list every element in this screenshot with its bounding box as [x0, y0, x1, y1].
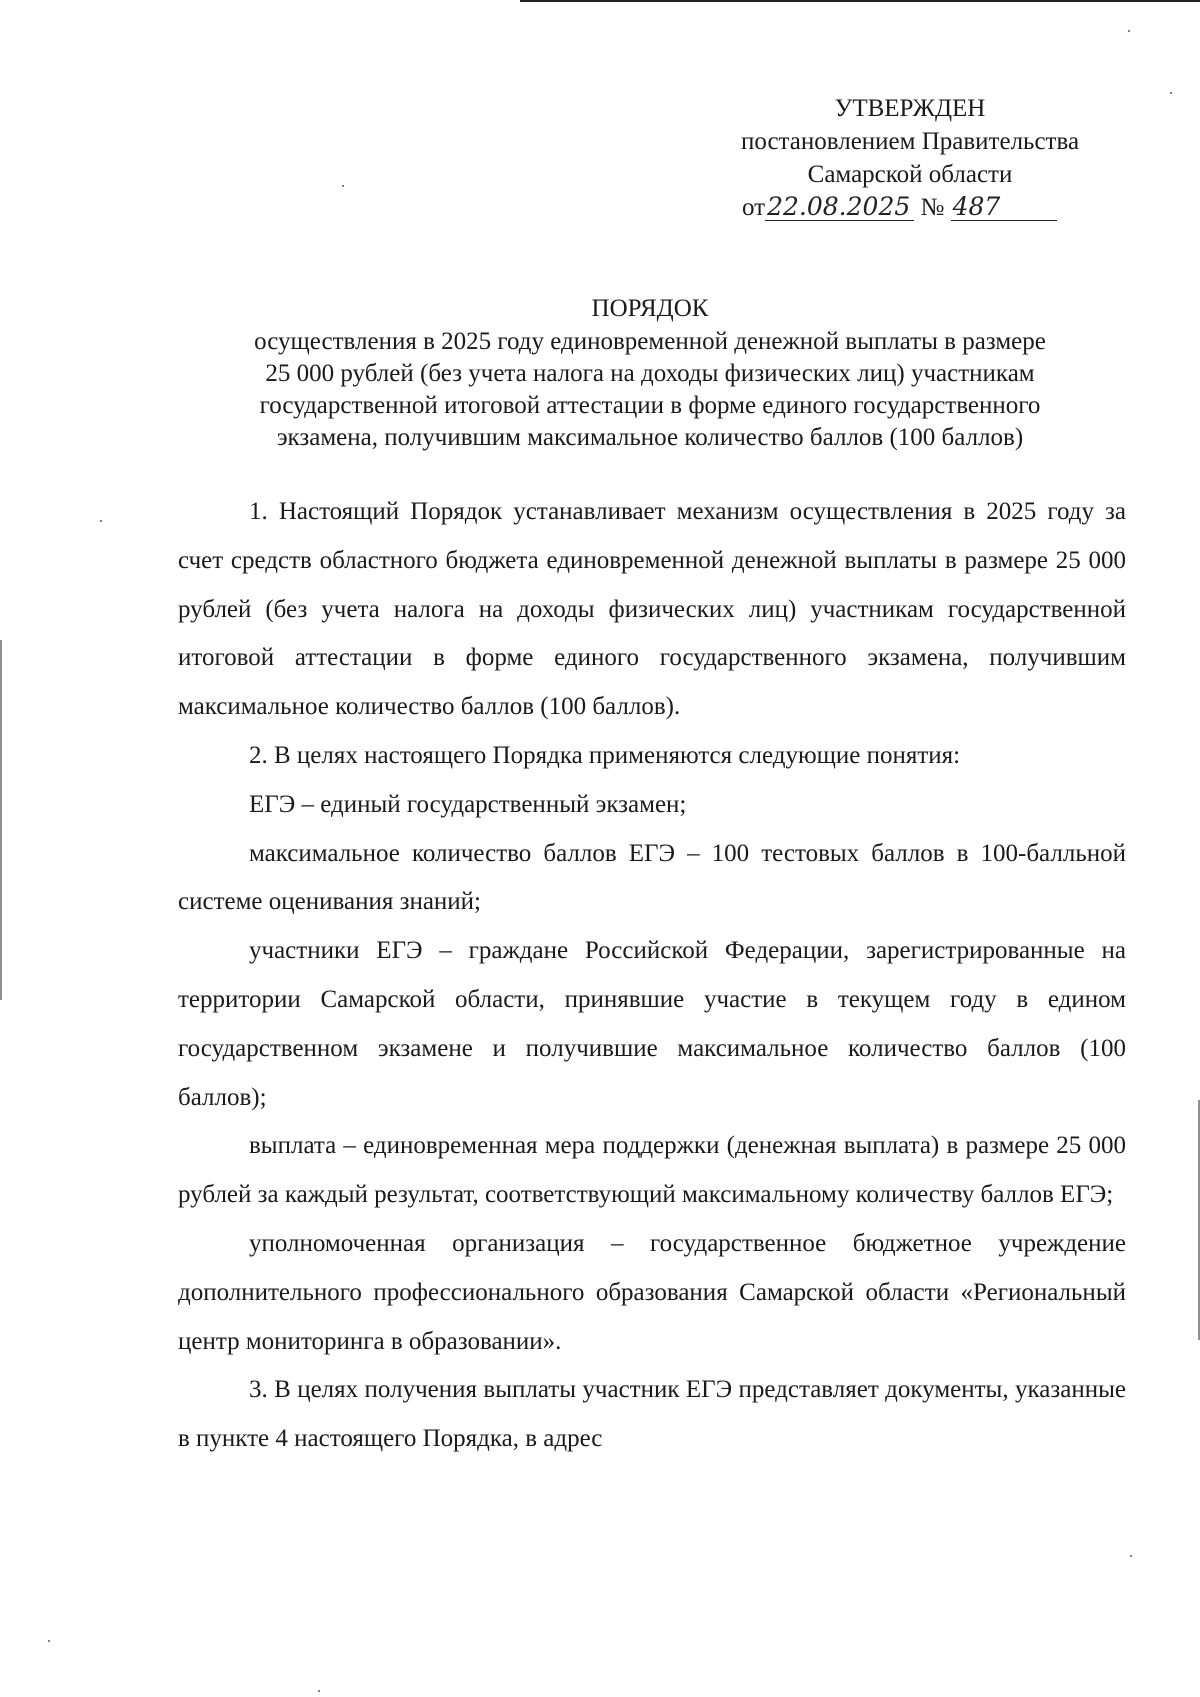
date-prefix: от: [742, 194, 766, 221]
definition-payment: выплата – единовременная мера поддержки (денежная выплата) в размере 25 000 рублей за каждый результат, соответствующий максимальному количеству баллов ЕГЭ;: [178, 1132, 1126, 1209]
definition-ege: ЕГЭ – единый государственный экзамен;: [249, 790, 687, 818]
definition-max-score: максимальное количество баллов ЕГЭ – 100 тестовых баллов в 100-балльной системе оценивания знаний;: [178, 839, 1126, 916]
scan-speck: [318, 1690, 320, 1692]
scan-speck: [100, 520, 102, 522]
handwritten-date: 22.08.2025: [765, 194, 914, 221]
approval-date-number: [700, 191, 1120, 224]
approval-authority: постановлением Правительства: [740, 128, 1080, 155]
paragraph-3: 3. В целях получения выплаты участник ЕГЭ представляет документы, указанные в пункте 4 настоящего Порядка, в адрес: [178, 1376, 1126, 1453]
subtitle-line: государственной итоговой аттестации в форме единого государственного: [259, 392, 1041, 419]
approval-region: Самарской области: [807, 161, 1013, 188]
subtitle-line: экзамена, получившим максимальное количество баллов (100 баллов): [276, 424, 1024, 451]
scan-speck: [342, 185, 344, 187]
paragraph-2: 2. В целях настоящего Порядка применяются следующие понятия:: [249, 741, 961, 769]
approval-heading: УТВЕРЖДЕН: [834, 95, 986, 122]
scan-speck: [48, 1640, 50, 1642]
scan-speck: [1170, 92, 1172, 94]
approval-block: [700, 92, 1120, 224]
number-prefix: №: [920, 194, 945, 221]
document-subtitle: [190, 326, 1110, 454]
scan-speck: [1130, 1555, 1132, 1557]
scan-speck: [1128, 30, 1130, 32]
handwritten-number: 487: [951, 194, 1057, 221]
document-title: ПОРЯДОК: [591, 295, 709, 322]
scan-edge-left: [0, 640, 2, 1000]
definition-organization: уполномоченная организация – государственное бюджетное учреждение дополнительного профессионального образования Самарской области «Региональный центр мониторинга в образовании».: [178, 1229, 1126, 1355]
paragraph-1: 1. Настоящий Порядок устанавливает механизм осуществления в 2025 году за счет средств областного бюджета единовременной денежной выплаты в размере 25 000 рублей (без учета налога на доходы физических лиц) участникам государственной итоговой аттестации в форме единого государственного экзамена, получившим максимальное количество баллов (100 баллов).: [178, 498, 1126, 721]
scan-edge-top: [520, 0, 1200, 2]
definition-participants: участники ЕГЭ – граждане Российской Федерации, зарегистрированные на территории Самарской области, принявшие участие в текущем году в едином государственном экзамене и получившие максимальное количество баллов (100 баллов);: [178, 937, 1126, 1111]
subtitle-line: осуществления в 2025 году единовременной денежной выплаты в размере: [254, 328, 1046, 355]
document-body: [178, 488, 1126, 1464]
subtitle-line: 25 000 рублей (без учета налога на доходы физических лиц) участникам: [265, 360, 1035, 387]
